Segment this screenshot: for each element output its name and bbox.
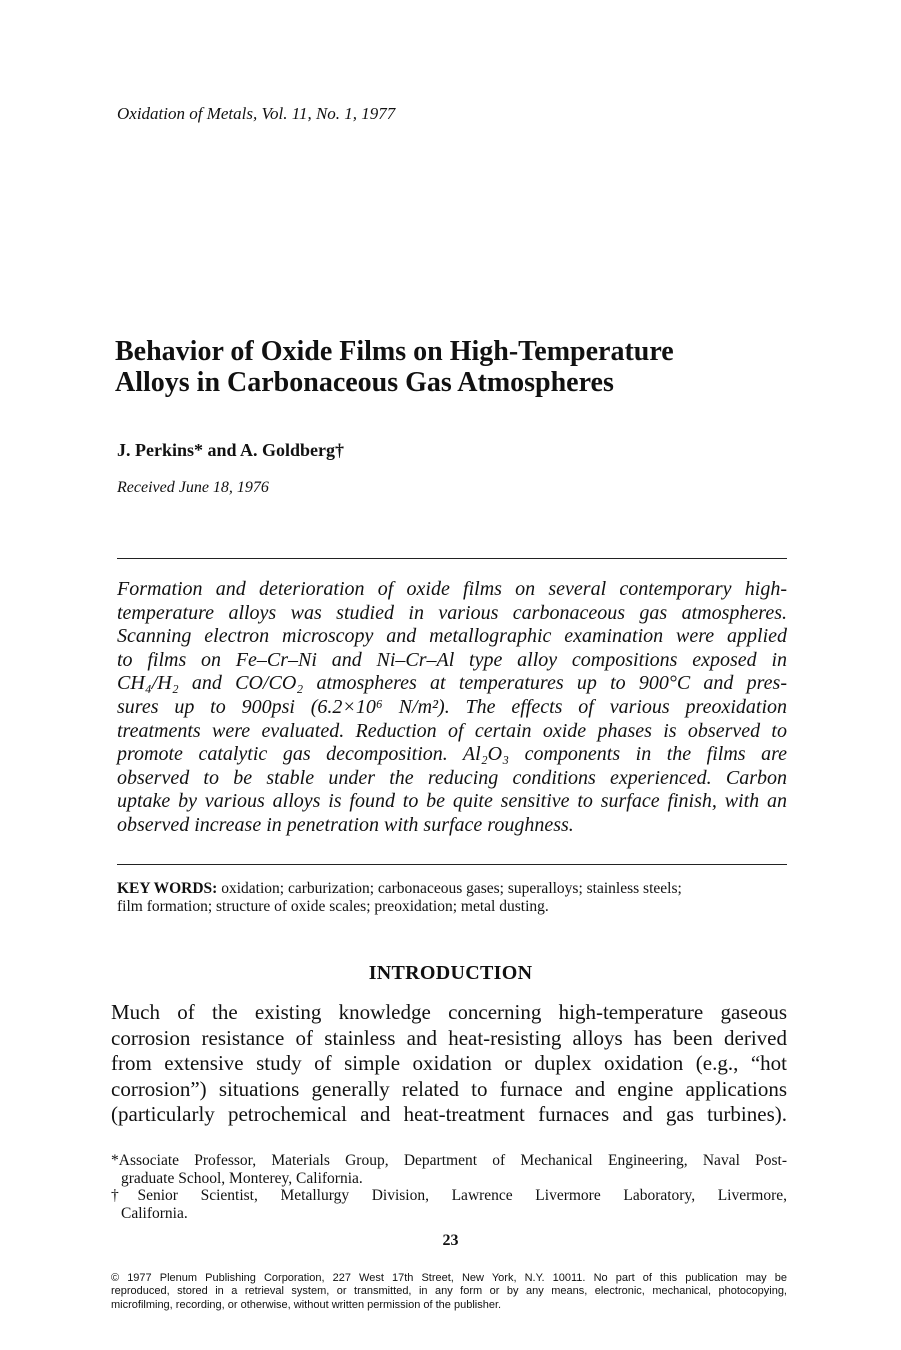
body-line: corrosion”) situations generally related to furnace and engine applications — [111, 1076, 787, 1101]
abstract-top-rule — [117, 558, 787, 559]
footnote-1-line-2: graduate School, Monterey, California. — [121, 1169, 363, 1187]
abstract-line: Scanning electron microscopy and metallographic examination were applied — [117, 625, 787, 648]
abstract-line: promote catalytic gas decomposition. Al₂O₃ components in the films are — [117, 743, 787, 766]
abstract — [117, 578, 787, 838]
abstract-line: to films on Fe–Cr–Ni and Ni–Cr–Al type alloy compositions exposed in — [117, 648, 787, 671]
footnotes — [111, 1152, 787, 1222]
keywords-line: film formation; structure of oxide scales; preoxidation; metal dusting. — [117, 898, 549, 915]
copyright-notice — [111, 1272, 787, 1312]
abstract-line: CH₄/H₂ and CO/CO₂ atmospheres at temperatures up to 900°C and pres- — [117, 672, 787, 695]
copyright-line: microfilming, recording, or otherwise, without written permission of the publisher. — [111, 1298, 502, 1311]
keywords-text: oxidation; carburization; carbonaceous gases; superalloys; stainless steels; — [217, 880, 682, 897]
abstract-line: observed increase in penetration with surface roughness. — [117, 813, 574, 836]
authors: J. Perkins* and A. Goldberg† — [117, 440, 345, 460]
abstract-line: sures up to 900psi (6.2×10⁶ N/m²). The effects of various preoxidation — [117, 695, 787, 718]
keywords-line — [117, 880, 787, 898]
abstract-line: Formation and deterioration of oxide films on several contemporary high- — [117, 578, 787, 600]
body-line: from extensive study of simple oxidation or duplex oxidation (e.g., “hot — [111, 1051, 787, 1076]
body-line: corrosion resistance of stainless and heat-resisting alloys has been derived — [111, 1025, 787, 1050]
abstract-bottom-rule — [117, 864, 787, 865]
title-line-1: Behavior of Oxide Films on High-Temperature — [115, 336, 674, 367]
copyright-line: © 1977 Plenum Publishing Corporation, 227 West 17th Street, New York, N.Y. 10011. No part of this publication may be — [111, 1272, 787, 1284]
body-line: (particularly petrochemical and heat-treatment furnaces and gas turbines). — [111, 1102, 787, 1127]
section-heading: INTRODUCTION — [368, 962, 533, 984]
body-line: Much of the existing knowledge concerning high-temperature gaseous — [111, 1000, 787, 1024]
abstract-line: treatments were evaluated. Reduction of certain oxide phases is observed to — [117, 719, 787, 742]
article-title — [115, 336, 815, 398]
copyright-line: reproduced, stored in a retrieval system, or transmitted, in any form or by any means, electronic, mechanical, photocopying, — [111, 1285, 787, 1298]
footnote-1-line-1: *Associate Professor, Materials Group, Department of Mechanical Engineering, Naval Post- — [111, 1152, 787, 1169]
introduction-paragraph — [111, 1000, 787, 1128]
running-head: Oxidation of Metals, Vol. 11, No. 1, 1977 — [117, 104, 396, 123]
abstract-line: observed to be stable under the reducing conditions experienced. Carbon — [117, 766, 787, 789]
page-number: 23 — [442, 1232, 459, 1249]
received-date: Received June 18, 1976 — [117, 479, 269, 496]
keywords — [117, 880, 787, 916]
keywords-label: KEY WORDS: — [117, 880, 218, 897]
abstract-line: uptake by various alloys is found to be quite sensitive to surface finish, with an — [117, 790, 787, 813]
footnote-2-line-2: California. — [121, 1204, 188, 1222]
footnote-2-line-1: †Senior Scientist, Metallurgy Division, Lawrence Livermore Laboratory, Livermore, — [111, 1187, 787, 1205]
abstract-line: temperature alloys was studied in various carbonaceous gas atmospheres. — [117, 601, 787, 624]
title-line-2: Alloys in Carbonaceous Gas Atmospheres — [115, 367, 614, 398]
